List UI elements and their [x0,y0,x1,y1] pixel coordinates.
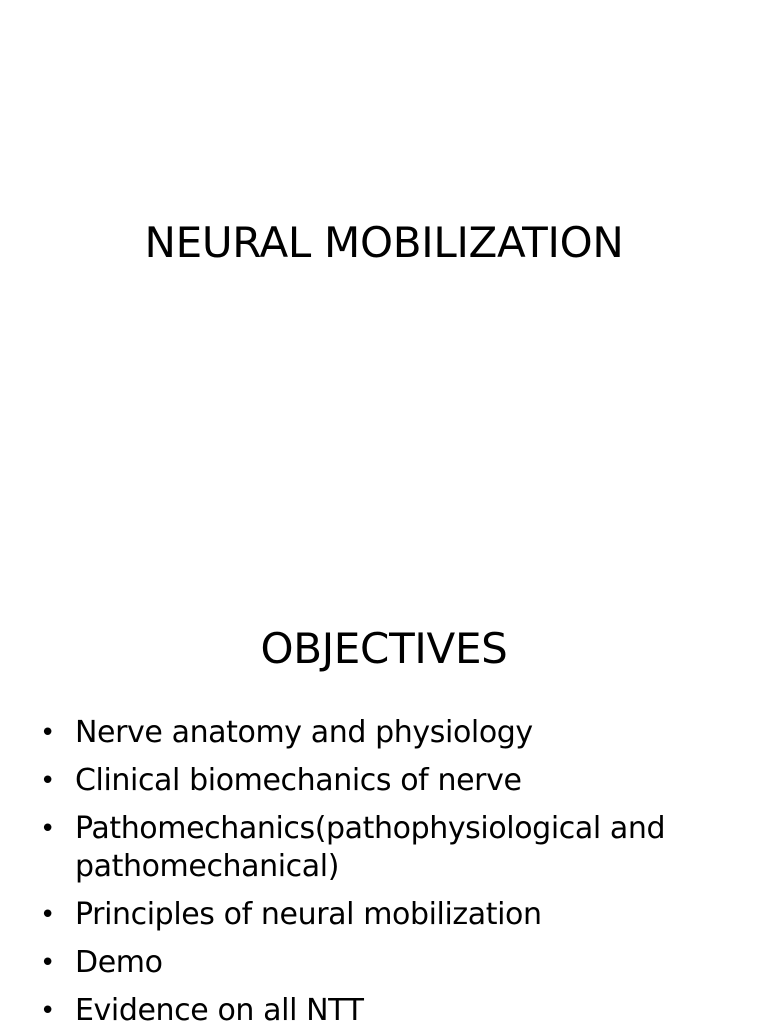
list-item-text: Evidence on all NTT [75,993,364,1024]
bullet-icon: • [40,814,55,844]
list-item-text: Pathomechanics(pathophysiological and pathomechanical) [75,811,666,884]
list-item-text: Clinical biomechanics of nerve [75,763,522,798]
list-item [40,762,740,800]
bullet-icon: • [40,900,55,930]
slide-objectives [0,576,768,1024]
bullet-icon: • [40,718,55,748]
slide-1-title: NEURAL MOBILIZATION [144,218,624,267]
list-item [40,944,740,982]
slide-2-title: OBJECTIVES [260,624,508,673]
list-item [40,714,740,752]
list-item [40,896,740,934]
list-item [40,992,740,1024]
bullet-icon: • [40,948,55,978]
bullet-icon: • [40,766,55,796]
list-item [40,810,740,886]
objectives-list [40,714,740,1024]
list-item-text: Demo [75,945,163,980]
list-item-text: Nerve anatomy and physiology [75,715,533,750]
bullet-icon: • [40,996,55,1024]
list-item-text: Principles of neural mobilization [75,897,542,932]
